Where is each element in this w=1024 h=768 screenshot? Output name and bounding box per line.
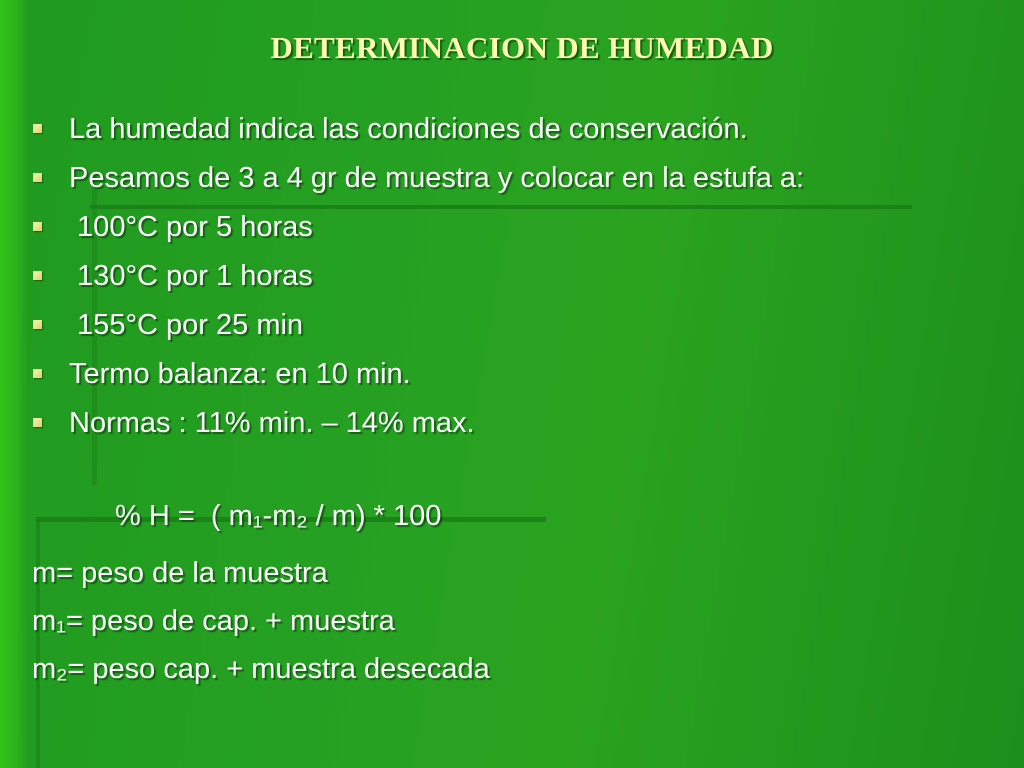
bullet-list [30, 105, 804, 448]
bullet-item [30, 203, 804, 252]
bullet-text: 130°C por 1 horas [69, 260, 313, 292]
decorative-left-band [0, 0, 28, 768]
definition-line: m= peso de la muestra [32, 557, 328, 589]
bullet-item [30, 350, 804, 399]
square-bullet-icon [33, 173, 42, 182]
square-bullet-icon [33, 369, 42, 378]
square-bullet-icon [33, 320, 42, 329]
variable-definitions [32, 549, 490, 693]
square-bullet-icon [33, 271, 42, 280]
bullet-text: La humedad indica las condiciones de conservación. [69, 113, 748, 145]
definition-line: m₁= peso de cap. + muestra [32, 605, 395, 637]
bullet-item [30, 301, 804, 350]
bullet-item [30, 154, 804, 203]
bullet-item [30, 252, 804, 301]
definition-line: m₂= peso cap. + muestra desecada [32, 653, 490, 685]
bullet-text: 100°C por 5 horas [69, 211, 313, 243]
slide-title: DETERMINACION DE HUMEDAD [270, 30, 774, 65]
bullet-text: Termo balanza: en 10 min. [69, 358, 411, 390]
bullet-item [30, 105, 804, 154]
bullet-text: Pesamos de 3 a 4 gr de muestra y colocar en la estufa a: [69, 162, 805, 194]
square-bullet-icon [33, 124, 42, 133]
bullet-text: 155°C por 25 min [69, 309, 304, 341]
square-bullet-icon [33, 418, 42, 427]
bullet-item [30, 399, 804, 448]
humidity-formula: % H = ( m₁-m₂ / m) * 100 [115, 500, 442, 532]
square-bullet-icon [33, 222, 42, 231]
bullet-text: Normas : 11% min. – 14% max. [69, 407, 475, 439]
